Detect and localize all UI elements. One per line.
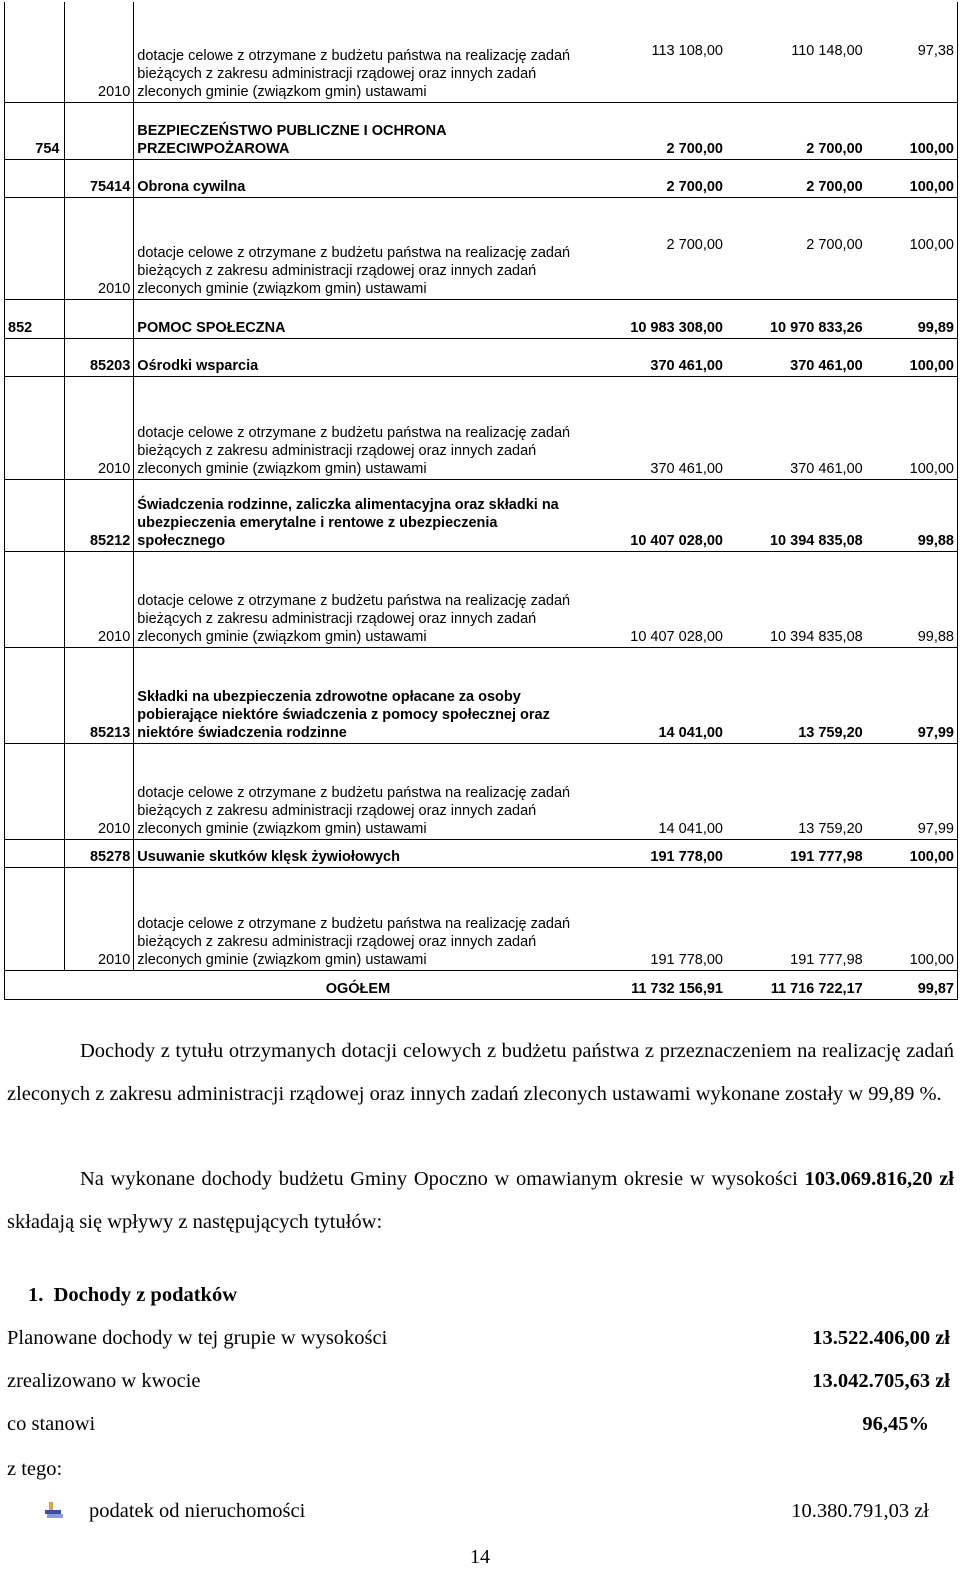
execution-value: 191 777,98 xyxy=(726,839,866,867)
item-label: podatek od nieruchomości xyxy=(89,1500,306,1522)
percent-value: 99,88 xyxy=(866,551,958,647)
percent-value: 99,89 xyxy=(866,299,958,338)
of-which-label: z tego: xyxy=(7,1458,63,1480)
paragraph-code: 2010 xyxy=(65,867,134,970)
budget-table xyxy=(4,2,958,1000)
percent-value: 100,00 xyxy=(866,102,958,159)
table-row xyxy=(5,743,958,839)
paragraph-dotations: Dochody z tytułu otrzymanych dotacji celowych z budżetu państwa z przeznaczeniem na realizację zadań zleconych z zakresu administracji rządowej oraz innych zadań zleconych ustawami wykonane zostały w 99,89 %. xyxy=(7,1040,954,1105)
section-code xyxy=(5,647,65,743)
table-row xyxy=(5,376,958,479)
paragraph-code: 2010 xyxy=(65,551,134,647)
section-heading xyxy=(28,1284,237,1307)
chapter-code: 85203 xyxy=(65,338,134,376)
section-code xyxy=(5,479,65,551)
paragraph-code xyxy=(65,299,134,338)
execution-value: 10 394 835,08 xyxy=(726,479,866,551)
plan-value: 10 983 308,00 xyxy=(582,299,726,338)
execution-value: 2 700,00 xyxy=(726,159,866,197)
table-row xyxy=(5,197,958,299)
total-execution: 11 716 722,17 xyxy=(726,970,866,999)
execution-value: 10 394 835,08 xyxy=(726,551,866,647)
plan-value: 2 700,00 xyxy=(582,159,726,197)
ratio-label: co stanowi xyxy=(7,1413,96,1435)
chapter-code: 85213 xyxy=(65,647,134,743)
execution-value: 370 461,00 xyxy=(726,338,866,376)
chapter-code: 75414 xyxy=(65,159,134,197)
table-row xyxy=(5,299,958,338)
plan-value: 10 407 028,00 xyxy=(582,551,726,647)
chapter-code: 85212 xyxy=(65,479,134,551)
percent-value: 99,88 xyxy=(866,479,958,551)
section-code: 852 xyxy=(5,299,65,338)
total-row xyxy=(5,970,958,999)
execution-value: 2 700,00 xyxy=(726,102,866,159)
percent-value: 97,99 xyxy=(866,647,958,743)
execution-value: 2 700,00 xyxy=(726,197,866,299)
row-description: Usuwanie skutków klęsk żywiołowych xyxy=(134,839,582,867)
row-description: dotacje celowe z otrzymane z budżetu państwa na realizację zadań bieżących z zakresu administracji rządowej oraz innych zadań zleconych gminie (związkom gmin) ustawami xyxy=(134,867,582,970)
section-code xyxy=(5,376,65,479)
row-description: Obrona cywilna xyxy=(134,159,582,197)
paragraph-income-start: Na wykonane dochody budżetu Gminy Opoczno w omawianym okresie w wysokości xyxy=(80,1168,798,1190)
table-row xyxy=(5,839,958,867)
row-description: dotacje celowe z otrzymane z budżetu państwa na realizację zadań bieżących z zakresu administracji rządowej oraz innych zadań zleconych gminie (związkom gmin) ustawami xyxy=(134,376,582,479)
ratio-value: 96,45% xyxy=(862,1413,929,1435)
plan-value: 14 041,00 xyxy=(582,743,726,839)
percent-value: 100,00 xyxy=(866,159,958,197)
section-number: 1. xyxy=(28,1284,44,1306)
plan-value: 191 778,00 xyxy=(582,839,726,867)
execution-value: 110 148,00 xyxy=(726,2,866,102)
percent-value: 97,99 xyxy=(866,743,958,839)
execution-value: 370 461,00 xyxy=(726,376,866,479)
paragraph-code: 2010 xyxy=(65,2,134,102)
paragraph-code: 2010 xyxy=(65,197,134,299)
row-description: Składki na ubezpieczenia zdrowotne opłacane za osoby pobierające niektóre świadczenia z pomocy społecznej oraz niektóre świadczenia rodzinne xyxy=(134,647,582,743)
table-row xyxy=(5,479,958,551)
table-row xyxy=(5,647,958,743)
section-code: 754 xyxy=(5,102,65,159)
plan-value: 14 041,00 xyxy=(582,647,726,743)
bullet-icon xyxy=(45,1502,65,1520)
plan-value: 370 461,00 xyxy=(582,376,726,479)
table-row xyxy=(5,159,958,197)
percent-value: 100,00 xyxy=(866,376,958,479)
row-description: Świadczenia rodzinne, zaliczka alimentacyjna oraz składki na ubezpieczenia emerytalne i rentowe z ubezpieczenia społecznego xyxy=(134,479,582,551)
section-code xyxy=(5,867,65,970)
percent-value: 100,00 xyxy=(866,338,958,376)
total-label: OGÓŁEM xyxy=(134,970,582,999)
row-description: POMOC SPOŁECZNA xyxy=(134,299,582,338)
row-description: BEZPIECZEŃSTWO PUBLICZNE I OCHRONA PRZECIWPOŻAROWA xyxy=(134,102,582,159)
total-blank xyxy=(65,970,134,999)
table-row xyxy=(5,867,958,970)
paragraph-code: 2010 xyxy=(65,743,134,839)
section-code xyxy=(5,2,65,102)
plan-value: 370 461,00 xyxy=(582,338,726,376)
total-income-amount: 103.069.816,20 zł xyxy=(804,1168,955,1190)
execution-value: 13 759,20 xyxy=(726,647,866,743)
section-code xyxy=(5,338,65,376)
plan-value: 2 700,00 xyxy=(582,197,726,299)
section-title: Dochody z podatków xyxy=(53,1284,238,1306)
row-description: dotacje celowe z otrzymane z budżetu państwa na realizację zadań bieżących z zakresu administracji rządowej oraz innych zadań zleconych gminie (związkom gmin) ustawami xyxy=(134,551,582,647)
section-code xyxy=(5,551,65,647)
percent-value: 100,00 xyxy=(866,867,958,970)
plan-value: 2 700,00 xyxy=(582,102,726,159)
section-code xyxy=(5,743,65,839)
planned-value: 13.522.406,00 zł xyxy=(812,1327,950,1349)
row-description: dotacje celowe z otrzymane z budżetu państwa na realizację zadań bieżących z zakresu administracji rządowej oraz innych zadań zleconych gminie (związkom gmin) ustawami xyxy=(134,2,582,102)
planned-label: Planowane dochody w tej grupie w wysokości xyxy=(7,1327,388,1349)
percent-value: 100,00 xyxy=(866,839,958,867)
section-code xyxy=(5,839,65,867)
table-row xyxy=(5,2,958,102)
realized-value: 13.042.705,63 zł xyxy=(812,1370,950,1392)
execution-value: 191 777,98 xyxy=(726,867,866,970)
execution-value: 13 759,20 xyxy=(726,743,866,839)
realized-label: zrealizowano w kwocie xyxy=(7,1370,201,1392)
execution-value: 10 970 833,26 xyxy=(726,299,866,338)
plan-value: 191 778,00 xyxy=(582,867,726,970)
percent-value: 97,38 xyxy=(866,2,958,102)
total-plan: 11 732 156,91 xyxy=(582,970,726,999)
table-row xyxy=(5,338,958,376)
row-description: dotacje celowe z otrzymane z budżetu państwa na realizację zadań bieżących z zakresu administracji rządowej oraz innych zadań zleconych gminie (związkom gmin) ustawami xyxy=(134,743,582,839)
section-code xyxy=(5,197,65,299)
section-code xyxy=(5,159,65,197)
paragraph-code xyxy=(65,102,134,159)
percent-value: 100,00 xyxy=(866,197,958,299)
chapter-code: 85278 xyxy=(65,839,134,867)
total-percent: 99,87 xyxy=(866,970,958,999)
paragraph-code: 2010 xyxy=(65,376,134,479)
table-row xyxy=(5,551,958,647)
paragraph-income-end: składają się wpływy z następujących tytułów: xyxy=(7,1211,383,1233)
item-value: 10.380.791,03 zł xyxy=(791,1500,929,1522)
plan-value: 113 108,00 xyxy=(582,2,726,102)
row-description: dotacje celowe z otrzymane z budżetu państwa na realizację zadań bieżących z zakresu administracji rządowej oraz innych zadań zleconych gminie (związkom gmin) ustawami xyxy=(134,197,582,299)
paragraph-income xyxy=(7,1158,954,1244)
row-description: Ośrodki wsparcia xyxy=(134,338,582,376)
table-row xyxy=(5,102,958,159)
total-blank xyxy=(5,970,65,999)
page-number: 14 xyxy=(470,1546,490,1568)
plan-value: 10 407 028,00 xyxy=(582,479,726,551)
